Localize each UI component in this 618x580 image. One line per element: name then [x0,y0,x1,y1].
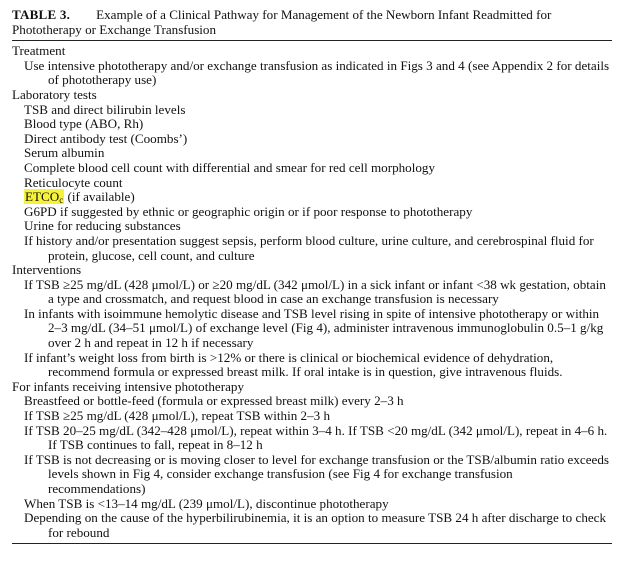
list-item: TSB and direct bilirubin levels [24,101,186,117]
list-item: Urine for reducing substances [24,218,181,234]
list-item: If history and/or presentation suggest sepsis, perform blood culture, urine culture, and cerebrospinal fluid for protein, glucose, cell count, and culture [24,232,594,263]
list-item: Depending on the cause of the hyperbilirubinemia, it is an option to measure TSB 24 h after discharge to check for rebound [24,510,607,540]
table-caption [12,8,612,37]
list-item: When TSB is <13–14 mg/dL (239 μmol/L), discontinue phototherapy [24,495,389,511]
list-item: Serum albumin [24,145,105,161]
list-item: If infant’s weight loss from birth is >12% or there is clinical or biochemical evidence of dehydration, recommend formula or expressed breast milk. If oral intake is in question, give intravenous fluids. [24,349,563,380]
etco-note: (if available) [67,189,135,205]
list-item-etco [12,190,612,205]
table-title-line2: Phototherapy or Exchange Transfusion [12,21,217,37]
list-item: If TSB is not decreasing or is moving closer to level for exchange transfusion or the TSB/albumin ratio exceeds levels shown in Fig 4, consider exchange transfusion (see Fig 4 for exchange transfusion recommendations) [24,451,609,496]
list-item: Breastfeed or bottle-feed (formula or expressed breast milk) every 2–3 h [24,393,404,409]
subscript-c: c [59,195,64,206]
section-title-intensive: For infants receiving intensive phototherapy [12,378,244,394]
etco-label: ETCO [25,189,60,205]
table-title: Example of a Clinical Pathway for Management of the Newborn Infant Readmitted for [96,7,552,22]
section-title-treatment: Treatment [12,43,66,59]
list-item: If TSB 20–25 mg/dL (342–428 μmol/L), repeat within 3–4 h. If TSB <20 mg/dL (342 μmol/L), repeat in 4–6 h. If TSB continues to fall, repeat in 8–12 h [24,422,608,453]
table-label: TABLE 3. [12,7,71,22]
list-item: Reticulocyte count [24,174,123,190]
list-item: If TSB ≥25 mg/dL (428 μmol/L), repeat TSB within 2–3 h [24,408,331,424]
list-item: In infants with isoimmune hemolytic disease and TSB level rising in spite of intensive phototherapy or within 2–3 mg/dL (34–51 μmol/L) of exchange level (Fig 4), administer intravenous immunoglobulin 0.5–1 g/kg over 2 h and repeat in 12 h if necessary [24,305,604,351]
list-item: Blood type (ABO, Rh) [24,116,144,132]
list-item: If TSB ≥25 mg/dL (428 μmol/L) or ≥20 mg/dL (342 μmol/L) in a sick infant or infant <38 wk gestation, obtain a type and crossmatch, and request blood in case an exchange transfusion is necessary [24,276,606,307]
bottom-rule [12,543,612,544]
top-rule [12,40,612,41]
list-item: Direct antibody test (Coombs’) [24,130,188,146]
highlighted-term [24,189,64,204]
section-title-interventions: Interventions [12,262,82,278]
section-title-lab: Laboratory tests [12,86,97,102]
list-item: Use intensive phototherapy and/or exchange transfusion as indicated in Figs 3 and 4 (see Appendix 2 for details of phototherapy use) [24,57,610,88]
list-item: Complete blood cell count with differential and smear for red cell morphology [24,159,436,175]
list-item: G6PD if suggested by ethnic or geographic origin or if poor response to phototherapy [24,203,473,219]
